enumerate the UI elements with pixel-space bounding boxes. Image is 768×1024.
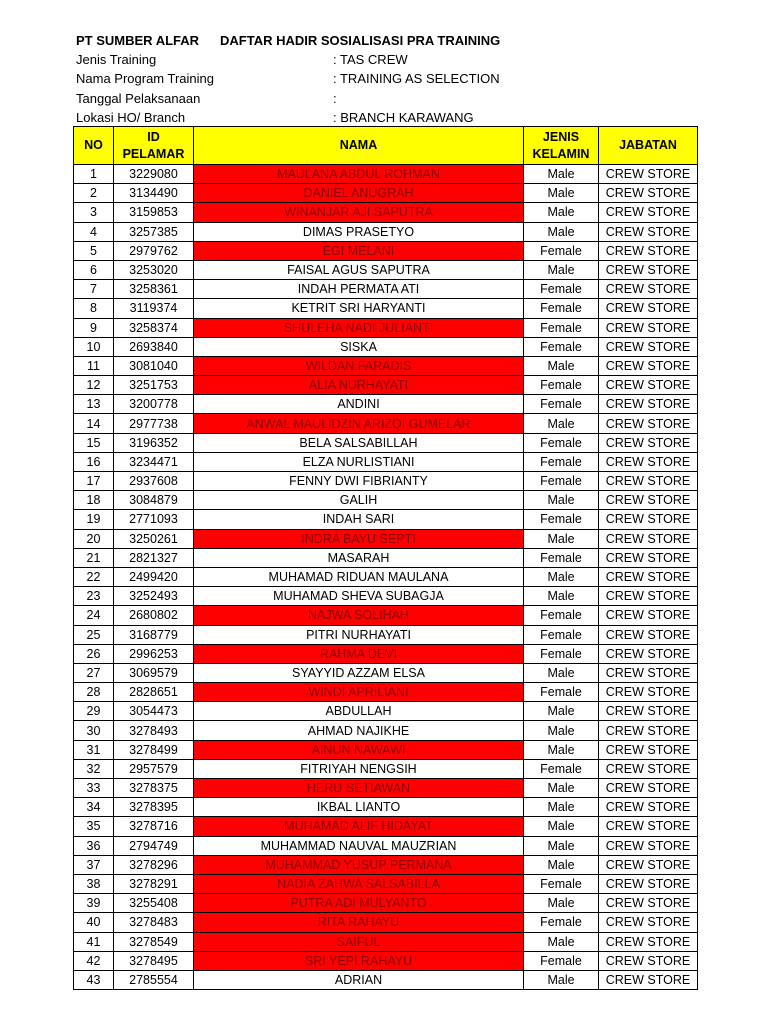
cell-jabatan: CREW STORE [599,779,698,798]
cell-jabatan: CREW STORE [599,280,698,299]
cell-nama: RITA RAHAYU [194,913,524,932]
cell-nama: SYAYYID AZZAM ELSA [194,663,524,682]
cell-jenis-kelamin: Male [524,587,599,606]
table-row [74,874,698,893]
cell-jabatan: CREW STORE [599,913,698,932]
column-header-id-pelamar: ID PELAMAR [114,127,194,165]
cell-no: 13 [74,395,114,414]
cell-id-pelamar: 3278395 [114,798,194,817]
table-row [74,510,698,529]
cell-jenis-kelamin: Female [524,913,599,932]
cell-nama: WINDI APRILIANI [194,683,524,702]
cell-jenis-kelamin: Male [524,222,599,241]
cell-no: 26 [74,644,114,663]
cell-no: 19 [74,510,114,529]
cell-no: 34 [74,798,114,817]
cell-jenis-kelamin: Male [524,798,599,817]
cell-id-pelamar: 3252493 [114,587,194,606]
cell-id-pelamar: 2693840 [114,337,194,356]
cell-nama: AINUN NAWAWI [194,740,524,759]
field-label-jenis-training: Jenis Training [76,52,157,67]
cell-jabatan: CREW STORE [599,587,698,606]
cell-no: 9 [74,318,114,337]
table-row [74,913,698,932]
cell-id-pelamar: 2979762 [114,241,194,260]
cell-jabatan: CREW STORE [599,337,698,356]
cell-jenis-kelamin: Female [524,625,599,644]
table-row [74,951,698,970]
cell-jenis-kelamin: Male [524,260,599,279]
cell-nama: ADRIAN [194,970,524,989]
cell-jabatan: CREW STORE [599,260,698,279]
cell-no: 29 [74,702,114,721]
cell-id-pelamar: 3278495 [114,951,194,970]
cell-id-pelamar: 2680802 [114,606,194,625]
cell-jenis-kelamin: Male [524,817,599,836]
cell-jabatan: CREW STORE [599,683,698,702]
table-row [74,932,698,951]
cell-jabatan: CREW STORE [599,452,698,471]
cell-id-pelamar: 3234471 [114,452,194,471]
cell-jenis-kelamin: Female [524,337,599,356]
cell-jabatan: CREW STORE [599,970,698,989]
cell-id-pelamar: 2821327 [114,548,194,567]
cell-nama: KETRIT SRI HARYANTI [194,299,524,318]
cell-nama: FITRIYAH NENGSIH [194,759,524,778]
cell-no: 10 [74,337,114,356]
cell-id-pelamar: 3278483 [114,913,194,932]
field-label-tanggal: Tanggal Pelaksanaan [76,91,201,106]
cell-nama: MUHAMMAD YUSUP PERMANA [194,855,524,874]
cell-nama: ANWAL MAULIDZIN ARIZQI GUMELAR [194,414,524,433]
cell-nama: NAJWA SOLIHAH [194,606,524,625]
cell-jenis-kelamin: Female [524,644,599,663]
cell-jabatan: CREW STORE [599,376,698,395]
cell-nama: INDAH SARI [194,510,524,529]
table-row [74,280,698,299]
cell-jenis-kelamin: Female [524,433,599,452]
cell-jenis-kelamin: Male [524,663,599,682]
cell-jabatan: CREW STORE [599,433,698,452]
cell-jabatan: CREW STORE [599,702,698,721]
cell-no: 17 [74,472,114,491]
cell-no: 2 [74,184,114,203]
cell-jenis-kelamin: Male [524,529,599,548]
table-row [74,184,698,203]
cell-id-pelamar: 3196352 [114,433,194,452]
table-row [74,203,698,222]
cell-nama: BELA SALSABILLAH [194,433,524,452]
table-row [74,165,698,184]
cell-id-pelamar: 3278375 [114,779,194,798]
cell-nama: MASARAH [194,548,524,567]
cell-nama: INDAH PERMATA ATI [194,280,524,299]
cell-jenis-kelamin: Female [524,472,599,491]
table-row [74,702,698,721]
cell-nama: PUTRA ADI MULYANTO [194,894,524,913]
cell-jabatan: CREW STORE [599,165,698,184]
cell-no: 11 [74,356,114,375]
cell-jenis-kelamin: Female [524,452,599,471]
cell-jabatan: CREW STORE [599,721,698,740]
cell-id-pelamar: 2977738 [114,414,194,433]
cell-id-pelamar: 3250261 [114,529,194,548]
cell-jenis-kelamin: Male [524,203,599,222]
cell-id-pelamar: 3258361 [114,280,194,299]
cell-id-pelamar: 3257385 [114,222,194,241]
cell-no: 30 [74,721,114,740]
cell-nama: MUHAMAD RIDUAN MAULANA [194,567,524,586]
cell-jenis-kelamin: Male [524,932,599,951]
cell-nama: SRI YEPI RAHAYU [194,951,524,970]
table-row [74,356,698,375]
cell-id-pelamar: 3168779 [114,625,194,644]
cell-no: 25 [74,625,114,644]
table-row [74,817,698,836]
cell-jabatan: CREW STORE [599,663,698,682]
cell-jabatan: CREW STORE [599,548,698,567]
company-name: PT SUMBER ALFAR [76,33,200,48]
cell-no: 31 [74,740,114,759]
cell-jabatan: CREW STORE [599,222,698,241]
table-header-row [74,127,698,165]
cell-jabatan: CREW STORE [599,356,698,375]
cell-jabatan: CREW STORE [599,836,698,855]
cell-jabatan: CREW STORE [599,510,698,529]
cell-nama: DIMAS PRASETYO [194,222,524,241]
cell-id-pelamar: 2785554 [114,970,194,989]
table-row [74,894,698,913]
cell-jabatan: CREW STORE [599,874,698,893]
cell-jenis-kelamin: Male [524,894,599,913]
cell-jenis-kelamin: Male [524,721,599,740]
cell-jabatan: CREW STORE [599,932,698,951]
cell-id-pelamar: 3278549 [114,932,194,951]
cell-jabatan: CREW STORE [599,759,698,778]
table-row [74,606,698,625]
cell-no: 14 [74,414,114,433]
cell-jabatan: CREW STORE [599,951,698,970]
cell-no: 42 [74,951,114,970]
table-row [74,337,698,356]
cell-no: 33 [74,779,114,798]
cell-id-pelamar: 3069579 [114,663,194,682]
cell-jenis-kelamin: Male [524,779,599,798]
cell-no: 36 [74,836,114,855]
cell-jenis-kelamin: Male [524,567,599,586]
cell-nama: MAULANA ABDUL ROHMAN [194,165,524,184]
cell-nama: ELZA NURLISTIANI [194,452,524,471]
column-header-jabatan: JABATAN [599,127,698,165]
table-row [74,683,698,702]
cell-nama: SHULEHA NADI JULIANTI [194,318,524,337]
table-row [74,241,698,260]
cell-no: 32 [74,759,114,778]
cell-id-pelamar: 3134490 [114,184,194,203]
field-value-lokasi: : BRANCH KARAWANG [333,110,474,125]
column-header-jenis-kelamin: JENIS KELAMIN [524,127,599,165]
table-row [74,472,698,491]
cell-jabatan: CREW STORE [599,798,698,817]
cell-jenis-kelamin: Male [524,970,599,989]
cell-nama: MUHAMAD SHEVA SUBAGJA [194,587,524,606]
cell-no: 43 [74,970,114,989]
cell-no: 18 [74,491,114,510]
cell-no: 41 [74,932,114,951]
cell-jenis-kelamin: Female [524,683,599,702]
cell-no: 7 [74,280,114,299]
cell-no: 35 [74,817,114,836]
cell-id-pelamar: 3081040 [114,356,194,375]
cell-jenis-kelamin: Male [524,165,599,184]
cell-jenis-kelamin: Male [524,740,599,759]
field-value-program: : TRAINING AS SELECTION [333,71,500,86]
cell-id-pelamar: 2996253 [114,644,194,663]
cell-jabatan: CREW STORE [599,472,698,491]
cell-nama: AHMAD NAJIKHE [194,721,524,740]
cell-jenis-kelamin: Female [524,280,599,299]
field-label-program: Nama Program Training [76,71,214,86]
table-row [74,414,698,433]
cell-nama: FENNY DWI FIBRIANTY [194,472,524,491]
cell-nama: INDRA BAYU SEPTI [194,529,524,548]
cell-jenis-kelamin: Male [524,414,599,433]
table-row [74,970,698,989]
cell-id-pelamar: 2499420 [114,567,194,586]
cell-no: 24 [74,606,114,625]
table-row [74,222,698,241]
attendance-table [73,126,698,990]
cell-nama: HERU SETIAWAN [194,779,524,798]
cell-jabatan: CREW STORE [599,299,698,318]
table-row [74,567,698,586]
cell-nama: WINANJAR AJI SAPUTRA [194,203,524,222]
cell-nama: ABDULLAH [194,702,524,721]
cell-jenis-kelamin: Male [524,836,599,855]
table-row [74,798,698,817]
cell-id-pelamar: 3159853 [114,203,194,222]
cell-nama: DANIEL ANUGRAH [194,184,524,203]
cell-id-pelamar: 3278493 [114,721,194,740]
cell-nama: SISKA [194,337,524,356]
cell-id-pelamar: 3255408 [114,894,194,913]
cell-id-pelamar: 2771093 [114,510,194,529]
cell-jenis-kelamin: Female [524,548,599,567]
cell-nama: NADIA ZAHWA SALSABILLA [194,874,524,893]
field-value-jenis-training: : TAS CREW [333,52,408,67]
table-row [74,491,698,510]
cell-no: 38 [74,874,114,893]
cell-id-pelamar: 3229080 [114,165,194,184]
cell-nama: RAHMA DEVI [194,644,524,663]
cell-id-pelamar: 3054473 [114,702,194,721]
cell-jenis-kelamin: Female [524,376,599,395]
cell-no: 16 [74,452,114,471]
table-row [74,299,698,318]
table-row [74,625,698,644]
cell-no: 20 [74,529,114,548]
cell-nama: GALIH [194,491,524,510]
cell-jabatan: CREW STORE [599,817,698,836]
cell-no: 40 [74,913,114,932]
cell-jenis-kelamin: Female [524,318,599,337]
cell-jabatan: CREW STORE [599,625,698,644]
cell-id-pelamar: 3253020 [114,260,194,279]
table-row [74,433,698,452]
cell-jabatan: CREW STORE [599,529,698,548]
cell-nama: IKBAL LIANTO [194,798,524,817]
cell-jenis-kelamin: Female [524,299,599,318]
cell-no: 4 [74,222,114,241]
table-row [74,855,698,874]
cell-jenis-kelamin: Male [524,491,599,510]
table-row [74,836,698,855]
cell-no: 37 [74,855,114,874]
table-row [74,721,698,740]
cell-jabatan: CREW STORE [599,644,698,663]
cell-jabatan: CREW STORE [599,203,698,222]
cell-id-pelamar: 3251753 [114,376,194,395]
cell-id-pelamar: 3278296 [114,855,194,874]
cell-no: 8 [74,299,114,318]
cell-jenis-kelamin: Female [524,606,599,625]
cell-jabatan: CREW STORE [599,855,698,874]
table-row [74,318,698,337]
cell-id-pelamar: 3278291 [114,874,194,893]
cell-no: 28 [74,683,114,702]
cell-nama: MUHAMMAD NAUVAL MAUZRIAN [194,836,524,855]
cell-id-pelamar: 3278716 [114,817,194,836]
cell-jenis-kelamin: Male [524,356,599,375]
table-row [74,529,698,548]
cell-nama: EGI MELANI [194,241,524,260]
cell-jenis-kelamin: Male [524,702,599,721]
cell-jabatan: CREW STORE [599,414,698,433]
table-row [74,587,698,606]
cell-jenis-kelamin: Female [524,951,599,970]
table-row [74,740,698,759]
table-row [74,260,698,279]
cell-no: 6 [74,260,114,279]
cell-nama: ALIA NURHAYATI [194,376,524,395]
cell-no: 27 [74,663,114,682]
cell-no: 12 [74,376,114,395]
table-row [74,663,698,682]
column-header-no: NO [74,127,114,165]
cell-id-pelamar: 3278499 [114,740,194,759]
table-row [74,548,698,567]
table-row [74,644,698,663]
cell-id-pelamar: 2957579 [114,759,194,778]
cell-jenis-kelamin: Female [524,510,599,529]
cell-id-pelamar: 3200778 [114,395,194,414]
cell-jenis-kelamin: Female [524,395,599,414]
cell-no: 23 [74,587,114,606]
field-value-tanggal: : [333,91,337,106]
cell-no: 15 [74,433,114,452]
cell-jabatan: CREW STORE [599,606,698,625]
cell-nama: PITRI NURHAYATI [194,625,524,644]
cell-no: 22 [74,567,114,586]
cell-nama: FAISAL AGUS SAPUTRA [194,260,524,279]
cell-jabatan: CREW STORE [599,184,698,203]
field-label-lokasi: Lokasi HO/ Branch [76,110,186,125]
cell-nama: ANDINI [194,395,524,414]
cell-nama: WILDAN FARADIS [194,356,524,375]
table-row [74,779,698,798]
cell-no: 5 [74,241,114,260]
cell-jabatan: CREW STORE [599,491,698,510]
document-title: DAFTAR HADIR SOSIALISASI PRA TRAINING [220,33,501,48]
cell-jabatan: CREW STORE [599,241,698,260]
cell-no: 1 [74,165,114,184]
cell-id-pelamar: 2828651 [114,683,194,702]
cell-jabatan: CREW STORE [599,318,698,337]
cell-jenis-kelamin: Female [524,874,599,893]
cell-id-pelamar: 2794749 [114,836,194,855]
table-row [74,452,698,471]
cell-id-pelamar: 3258374 [114,318,194,337]
table-row [74,376,698,395]
column-header-nama: NAMA [194,127,524,165]
cell-id-pelamar: 3084879 [114,491,194,510]
cell-jabatan: CREW STORE [599,740,698,759]
cell-jabatan: CREW STORE [599,894,698,913]
cell-jenis-kelamin: Male [524,855,599,874]
cell-jabatan: CREW STORE [599,567,698,586]
cell-nama: SAIFUL [194,932,524,951]
table-row [74,395,698,414]
cell-id-pelamar: 2937608 [114,472,194,491]
cell-no: 39 [74,894,114,913]
cell-id-pelamar: 3119374 [114,299,194,318]
cell-nama: MUHAMAD ALIF HIDAYAT [194,817,524,836]
cell-no: 21 [74,548,114,567]
cell-jenis-kelamin: Male [524,184,599,203]
cell-jabatan: CREW STORE [599,395,698,414]
cell-jenis-kelamin: Female [524,759,599,778]
cell-no: 3 [74,203,114,222]
cell-jenis-kelamin: Female [524,241,599,260]
table-row [74,759,698,778]
